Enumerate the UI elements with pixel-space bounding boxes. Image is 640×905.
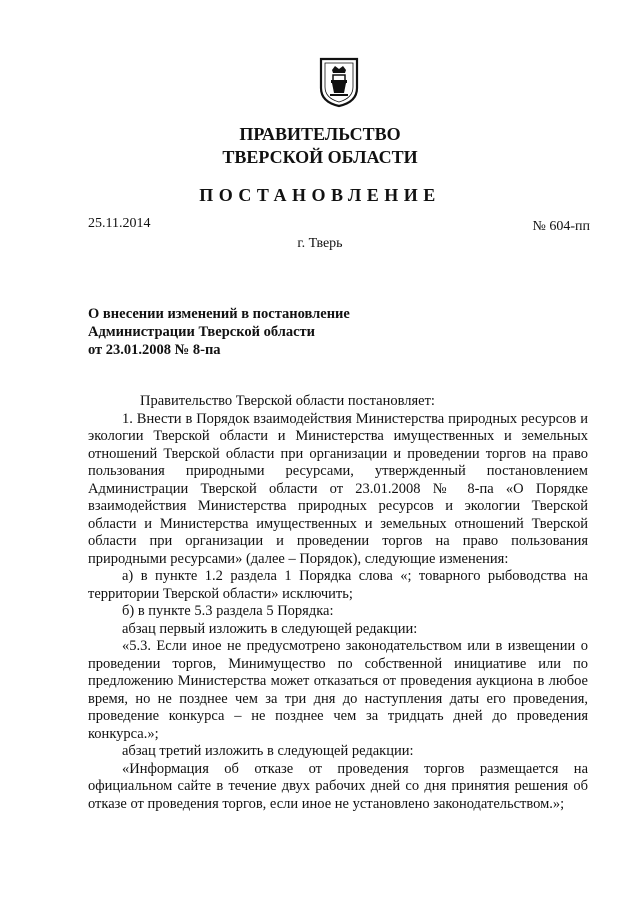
document-number: № 604-пп bbox=[532, 219, 590, 234]
document-date: 25.11.2014 bbox=[88, 216, 151, 231]
document-type: ПОСТАНОВЛЕНИЕ bbox=[199, 185, 441, 205]
body-paragraph-quote2: «Информация об отказе от проведения торгов размещается на официальном сайте в течение двух рабочих дней со дня принятия решения об отказе от проведения торгов, если иное не установлено законодательством.»; bbox=[88, 760, 588, 812]
title-line2: Администрации Тверской области bbox=[88, 324, 316, 340]
body-paragraph-subitem-b: б) в пункте 5.3 раздела 5 Порядка: bbox=[122, 603, 334, 619]
body-paragraph-subitem-a: а) в пункте 1.2 раздела 1 Порядка слова «; товарного рыбоводства на территории Тверской области» исключить; bbox=[88, 568, 588, 602]
org-name-line1: ПРАВИТЕЛЬСТВО bbox=[239, 124, 401, 144]
coat-of-arms-icon bbox=[318, 56, 360, 108]
body-paragraph-quote1: «5.3. Если иное не предусмотрено законодательством или в извещении о проведении торгов, Минимущество по собственной инициативе или по предложению Министерства может отказаться от проведения аукциона в любое время, но не позднее чем за три дня до наступления даты его проведения, проведение конкурса – не позднее чем за тридцать дней до проведения конкурса.»; bbox=[88, 638, 588, 742]
body-paragraph-abzac1: абзац первый изложить в следующей редакции: bbox=[122, 620, 418, 637]
body-paragraph-item1: 1. Внести в Порядок взаимодействия Министерства природных ресурсов и экологии Тверской области и Министерства имущественных и земельных отношений Тверской области при организации и проведении торгов на право пользования природными ресурсами, утвержденный постановлением Администрации Тверской области от 23.01.2008 № 8-па «О Порядке взаимодействия Министерства природных ресурсов и экологии Тверской области и Министерства имущественных и земельных отношений Тверской области при организации и проведении торгов на право пользования природными ресурсами» (далее – Порядок), следующие изменения: bbox=[88, 410, 588, 567]
body-paragraph-intro: Правительство Тверской области постановляет: bbox=[140, 393, 435, 409]
body-paragraph-abzac3: абзац третий изложить в следующей редакции: bbox=[122, 743, 414, 759]
document-body bbox=[88, 393, 588, 813]
title-line3: от 23.01.2008 № 8-па bbox=[88, 342, 221, 358]
title-line1: О внесении изменений в постановление bbox=[88, 306, 350, 322]
org-name-line2: ТВЕРСКОЙ ОБЛАСТИ bbox=[222, 147, 418, 167]
document-city: г. Тверь bbox=[297, 236, 343, 251]
document-title bbox=[88, 305, 350, 359]
